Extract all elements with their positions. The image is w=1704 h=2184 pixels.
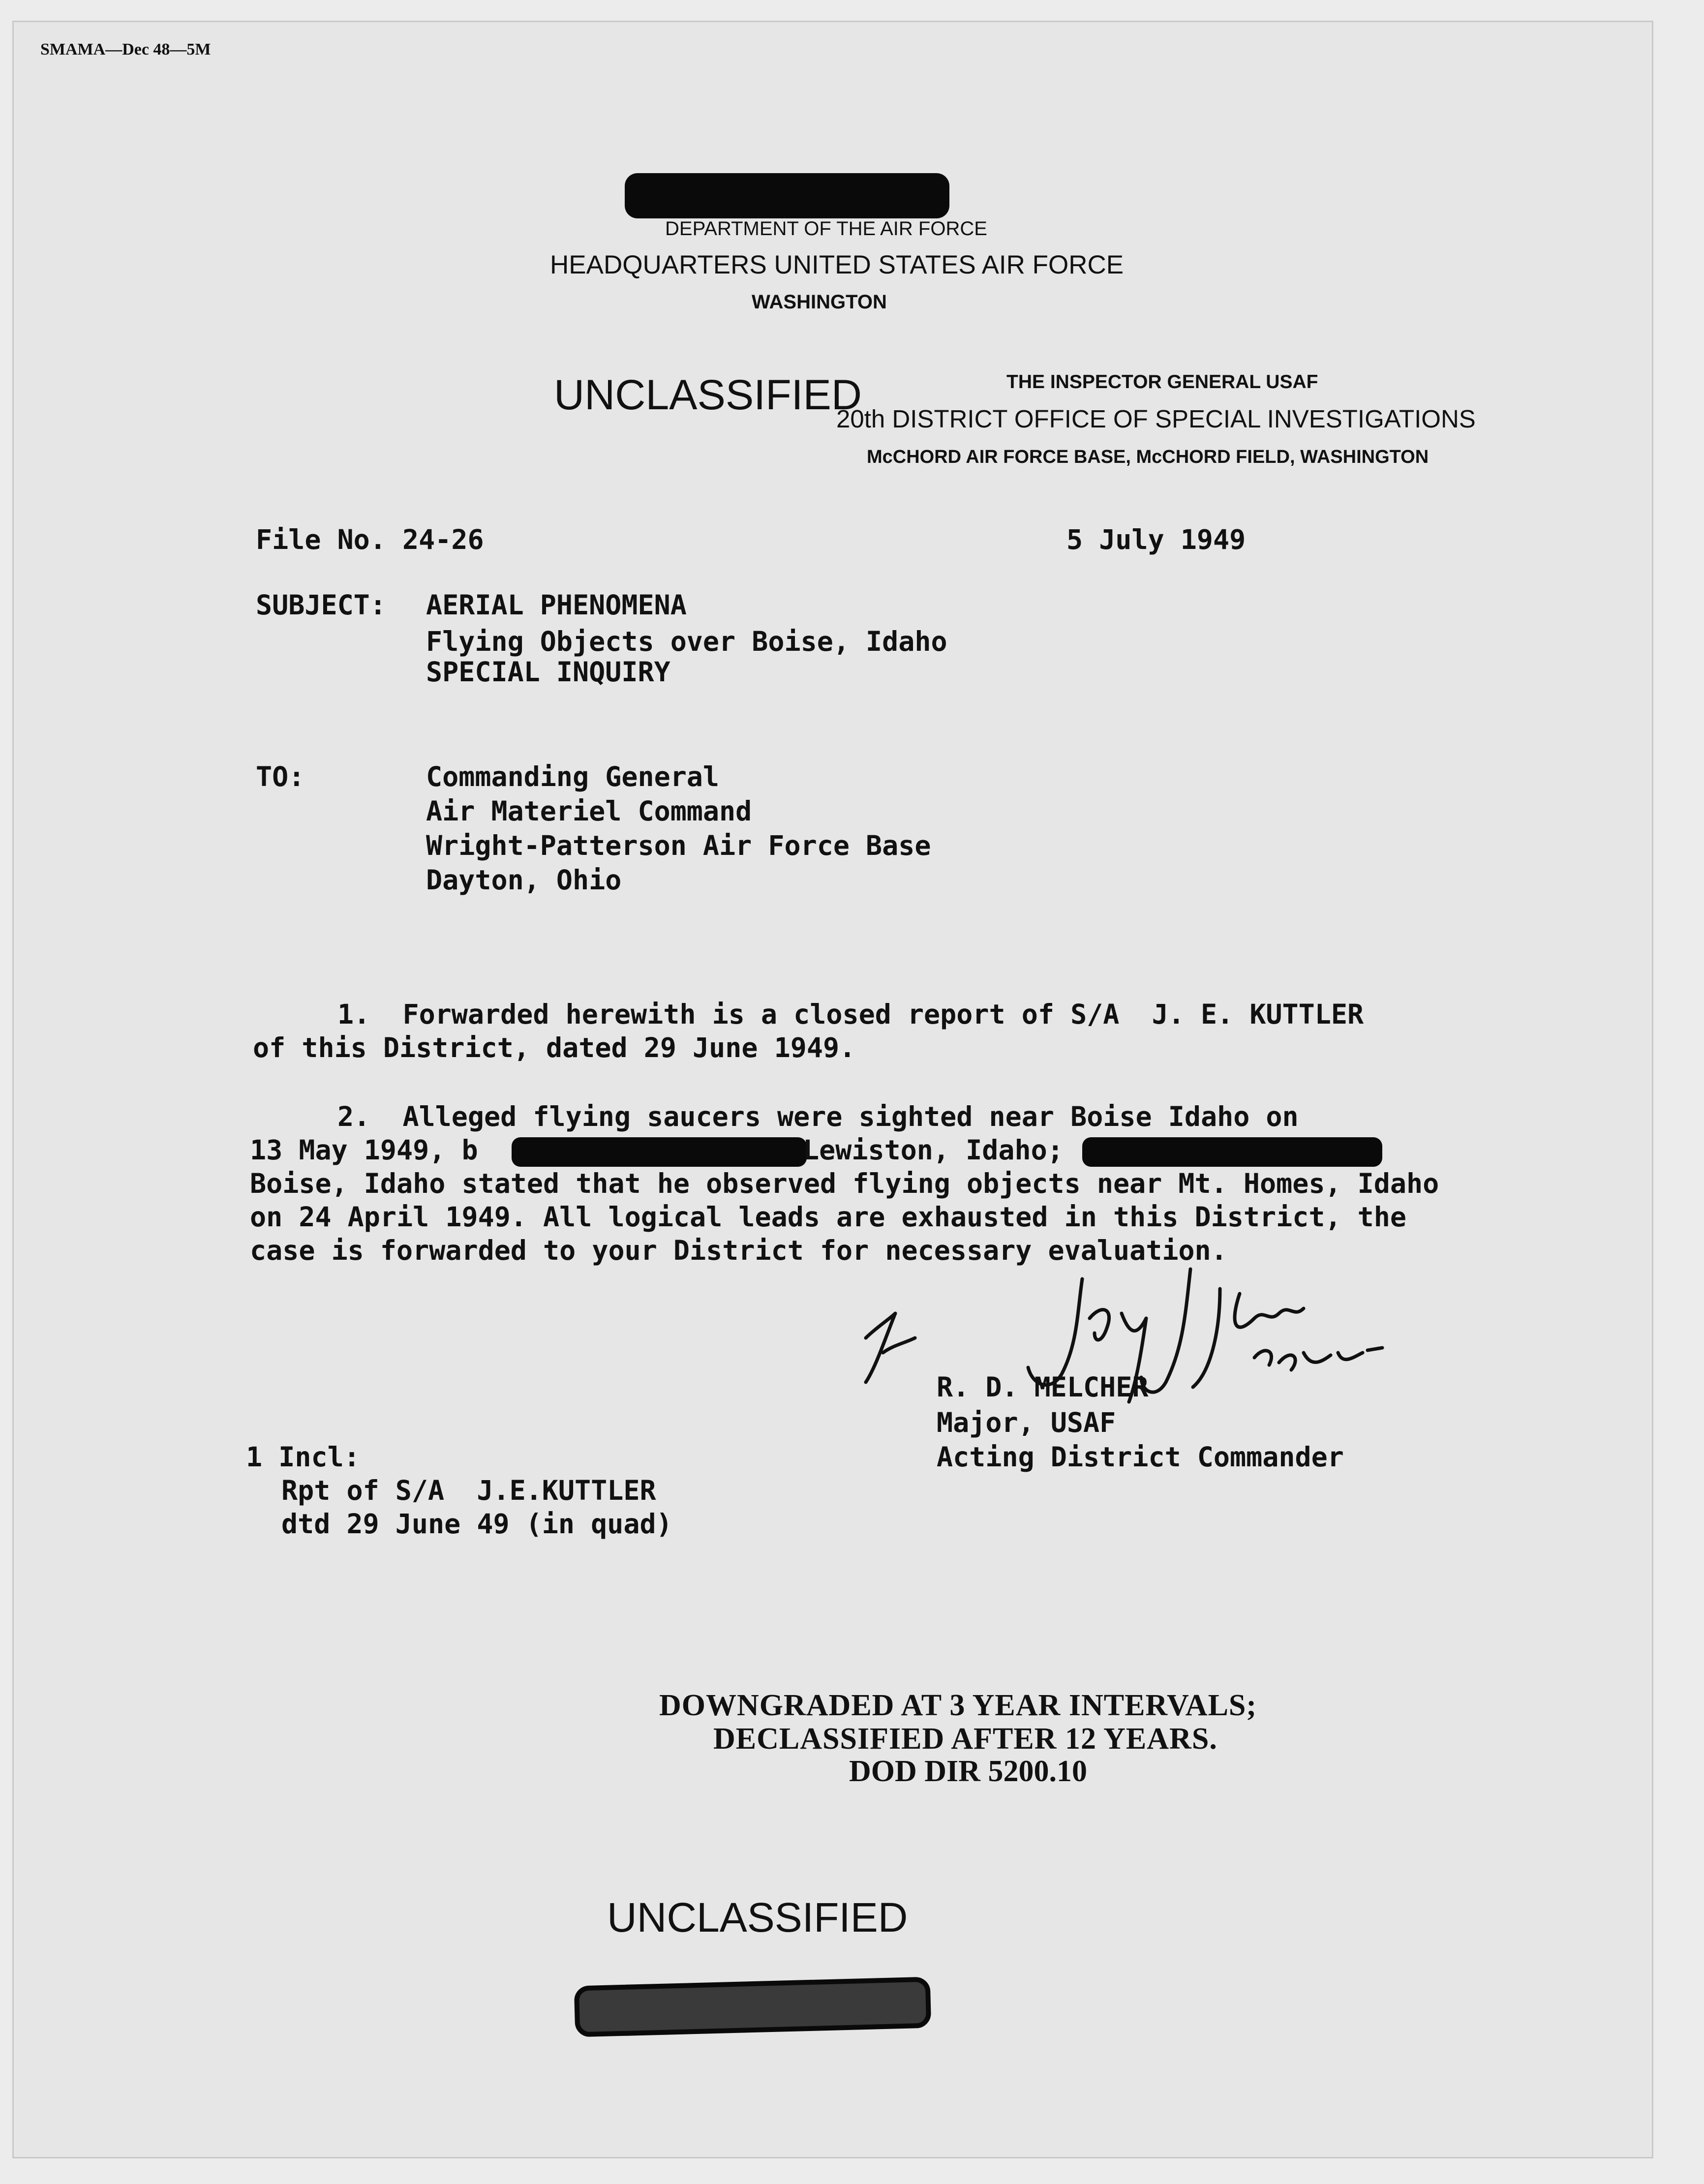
document-page — [14, 22, 1652, 2157]
subject-line-1: AERIAL PHENOMENA — [426, 589, 687, 621]
enclosure-line-2: dtd 29 June 49 (in quad) — [281, 1508, 672, 1540]
redaction-bar-bottom — [574, 1977, 931, 2037]
signatory-title: Acting District Commander — [937, 1441, 1344, 1473]
letterhead-headquarters: HEADQUARTERS UNITED STATES AIR FORCE — [550, 250, 1124, 279]
paragraph-2-line-2a: 13 May 1949, b — [250, 1134, 478, 1166]
to-line-2: Air Materiel Command — [426, 795, 752, 827]
signatory-rank: Major, USAF — [937, 1407, 1116, 1438]
paragraph-2-line-2b: Lewiston, Idaho; — [803, 1134, 1064, 1166]
paragraph-2-line-1: 2. Alleged flying saucers were sighted near Boise Idaho on — [337, 1101, 1299, 1132]
classification-top: UNCLASSIFIED — [554, 371, 862, 419]
office-base: McCHORD AIR FORCE BASE, McCHORD FIELD, WASHINGTON — [867, 447, 1429, 467]
letter-date: 5 July 1949 — [1066, 524, 1246, 555]
redaction-bar-name — [512, 1137, 807, 1167]
redaction-bar-witness — [1082, 1137, 1382, 1167]
to-line-3: Wright-Patterson Air Force Base — [426, 830, 931, 861]
enclosure-label: 1 Incl: — [246, 1441, 360, 1473]
redaction-bar-top — [625, 173, 949, 218]
subject-label: SUBJECT: — [256, 589, 386, 621]
letterhead-washington: WASHINGTON — [752, 291, 887, 313]
subject-line-3: SPECIAL INQUIRY — [426, 656, 670, 688]
letterhead-department: DEPARTMENT OF THE AIR FORCE — [665, 218, 987, 240]
paragraph-1-line-1: 1. Forwarded herewith is a closed report of S/A J. E. KUTTLER — [337, 999, 1364, 1030]
stamp-line-1: DOWNGRADED AT 3 YEAR INTERVALS; — [659, 1689, 1257, 1722]
classification-bottom: UNCLASSIFIED — [607, 1894, 908, 1941]
to-line-1: Commanding General — [426, 761, 720, 792]
stamp-line-2: DECLASSIFIED AFTER 12 YEARS. — [713, 1722, 1217, 1756]
file-number: File No. 24-26 — [256, 524, 484, 555]
stamp-line-3: DOD DIR 5200.10 — [849, 1755, 1087, 1788]
office-district: 20th DISTRICT OFFICE OF SPECIAL INVESTIGATIONS — [836, 405, 1476, 433]
paragraph-2-line-4: on 24 April 1949. All logical leads are exhausted in this District, the — [250, 1201, 1407, 1233]
to-label: TO: — [256, 761, 305, 792]
paragraph-1-line-2: of this District, dated 29 June 1949. — [253, 1032, 856, 1063]
to-line-4: Dayton, Ohio — [426, 864, 622, 896]
subject-line-2: Flying Objects over Boise, Idaho — [426, 626, 947, 657]
enclosure-line-1: Rpt of S/A J.E.KUTTLER — [281, 1475, 656, 1506]
paragraph-2-line-5: case is forwarded to your District for necessary evaluation. — [250, 1235, 1227, 1266]
office-inspector-general: THE INSPECTOR GENERAL USAF — [1006, 371, 1318, 393]
signatory-name: R. D. MELCHER — [937, 1371, 1149, 1403]
form-id: SMAMA—Dec 48—5M — [40, 40, 211, 59]
paragraph-2-line-3: Boise, Idaho stated that he observed flying objects near Mt. Homes, Idaho — [250, 1168, 1439, 1199]
